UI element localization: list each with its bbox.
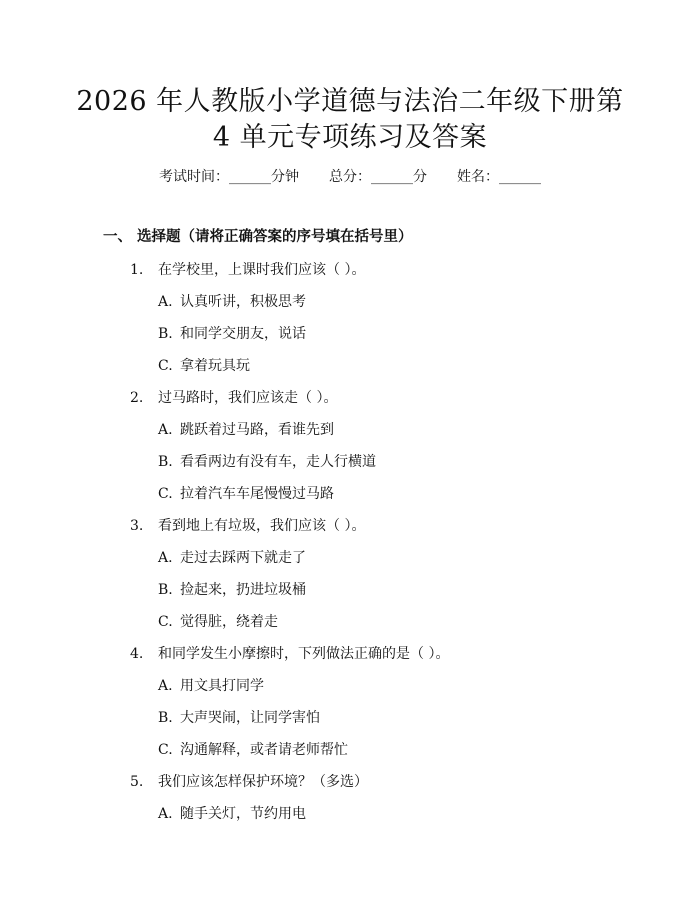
document-title-line-2: 4 单元专项练习及答案 [212, 122, 488, 153]
option-letter: C. [158, 486, 173, 502]
option-text: 觉得脏，绕着走 [180, 614, 278, 630]
answer-option [158, 677, 264, 695]
option-text: 拿着玩具玩 [180, 358, 250, 374]
question [130, 517, 365, 535]
option-text: 看看两边有没有车，走人行横道 [180, 454, 376, 470]
option-letter: A. [158, 294, 173, 310]
answer-option [158, 581, 306, 599]
answer-option [158, 613, 278, 631]
question-number: 5. [130, 774, 144, 790]
option-text: 沟通解释，或者请老师帮忙 [180, 742, 348, 758]
question-text: 看到地上有垃圾，我们应该（ ）。 [158, 518, 366, 534]
answer-option [158, 421, 334, 439]
answer-option [158, 485, 334, 503]
option-text: 捡起来，扔进垃圾桶 [180, 582, 306, 598]
question [130, 261, 365, 279]
question-text: 和同学发生小摩擦时，下列做法正确的是（ ）。 [158, 646, 450, 662]
option-text: 走过去踩两下就走了 [180, 550, 306, 566]
section-title: 选择题（请将正确答案的序号填在括号里） [137, 228, 413, 245]
option-text: 认真听讲，积极思考 [180, 294, 306, 310]
question [130, 389, 337, 407]
option-letter: C. [158, 358, 173, 374]
option-letter: B. [158, 582, 173, 598]
answer-option [158, 709, 320, 727]
option-letter: A. [158, 678, 173, 694]
exam-time-field: 考试时间：______分钟 [159, 169, 299, 185]
question-number: 3. [130, 518, 144, 534]
option-letter: A. [158, 550, 173, 566]
answer-option [158, 357, 250, 375]
answer-option [158, 453, 376, 471]
option-letter: A. [158, 806, 173, 822]
answer-option [158, 741, 348, 759]
option-text: 和同学交朋友，说话 [180, 326, 306, 342]
question-text: 我们应该怎样保护环境？（多选） [158, 774, 368, 790]
total-score-field: 总分：______分 [329, 169, 427, 185]
option-letter: C. [158, 742, 173, 758]
question-number: 4. [130, 646, 144, 662]
question-text: 过马路时，我们应该走（ ）。 [158, 390, 338, 406]
document-title-line-1: 2026 年人教版小学道德与法治二年级下册第 [76, 86, 624, 117]
option-letter: B. [158, 454, 173, 470]
option-letter: B. [158, 326, 173, 342]
option-text: 随手关灯，节约用电 [180, 806, 306, 822]
question-text: 在学校里，上课时我们应该（ ）。 [158, 262, 366, 278]
question [130, 645, 449, 663]
option-letter: B. [158, 710, 173, 726]
option-text: 拉着汽车车尾慢慢过马路 [180, 486, 334, 502]
section-heading [103, 228, 413, 246]
answer-option [158, 805, 306, 823]
section-number: 一、 [103, 228, 132, 245]
answer-option [158, 293, 306, 311]
student-name-field: 姓名：______ [457, 169, 541, 185]
option-letter: C. [158, 614, 173, 630]
option-text: 跳跃着过马路，看谁先到 [180, 422, 334, 438]
option-text: 用文具打同学 [180, 678, 264, 694]
question [130, 773, 368, 791]
answer-option [158, 549, 306, 567]
exam-info-row [0, 168, 700, 186]
answer-option [158, 325, 306, 343]
option-letter: A. [158, 422, 173, 438]
option-text: 大声哭闹，让同学害怕 [180, 710, 320, 726]
question-number: 2. [130, 390, 144, 406]
question-number: 1. [130, 262, 144, 278]
